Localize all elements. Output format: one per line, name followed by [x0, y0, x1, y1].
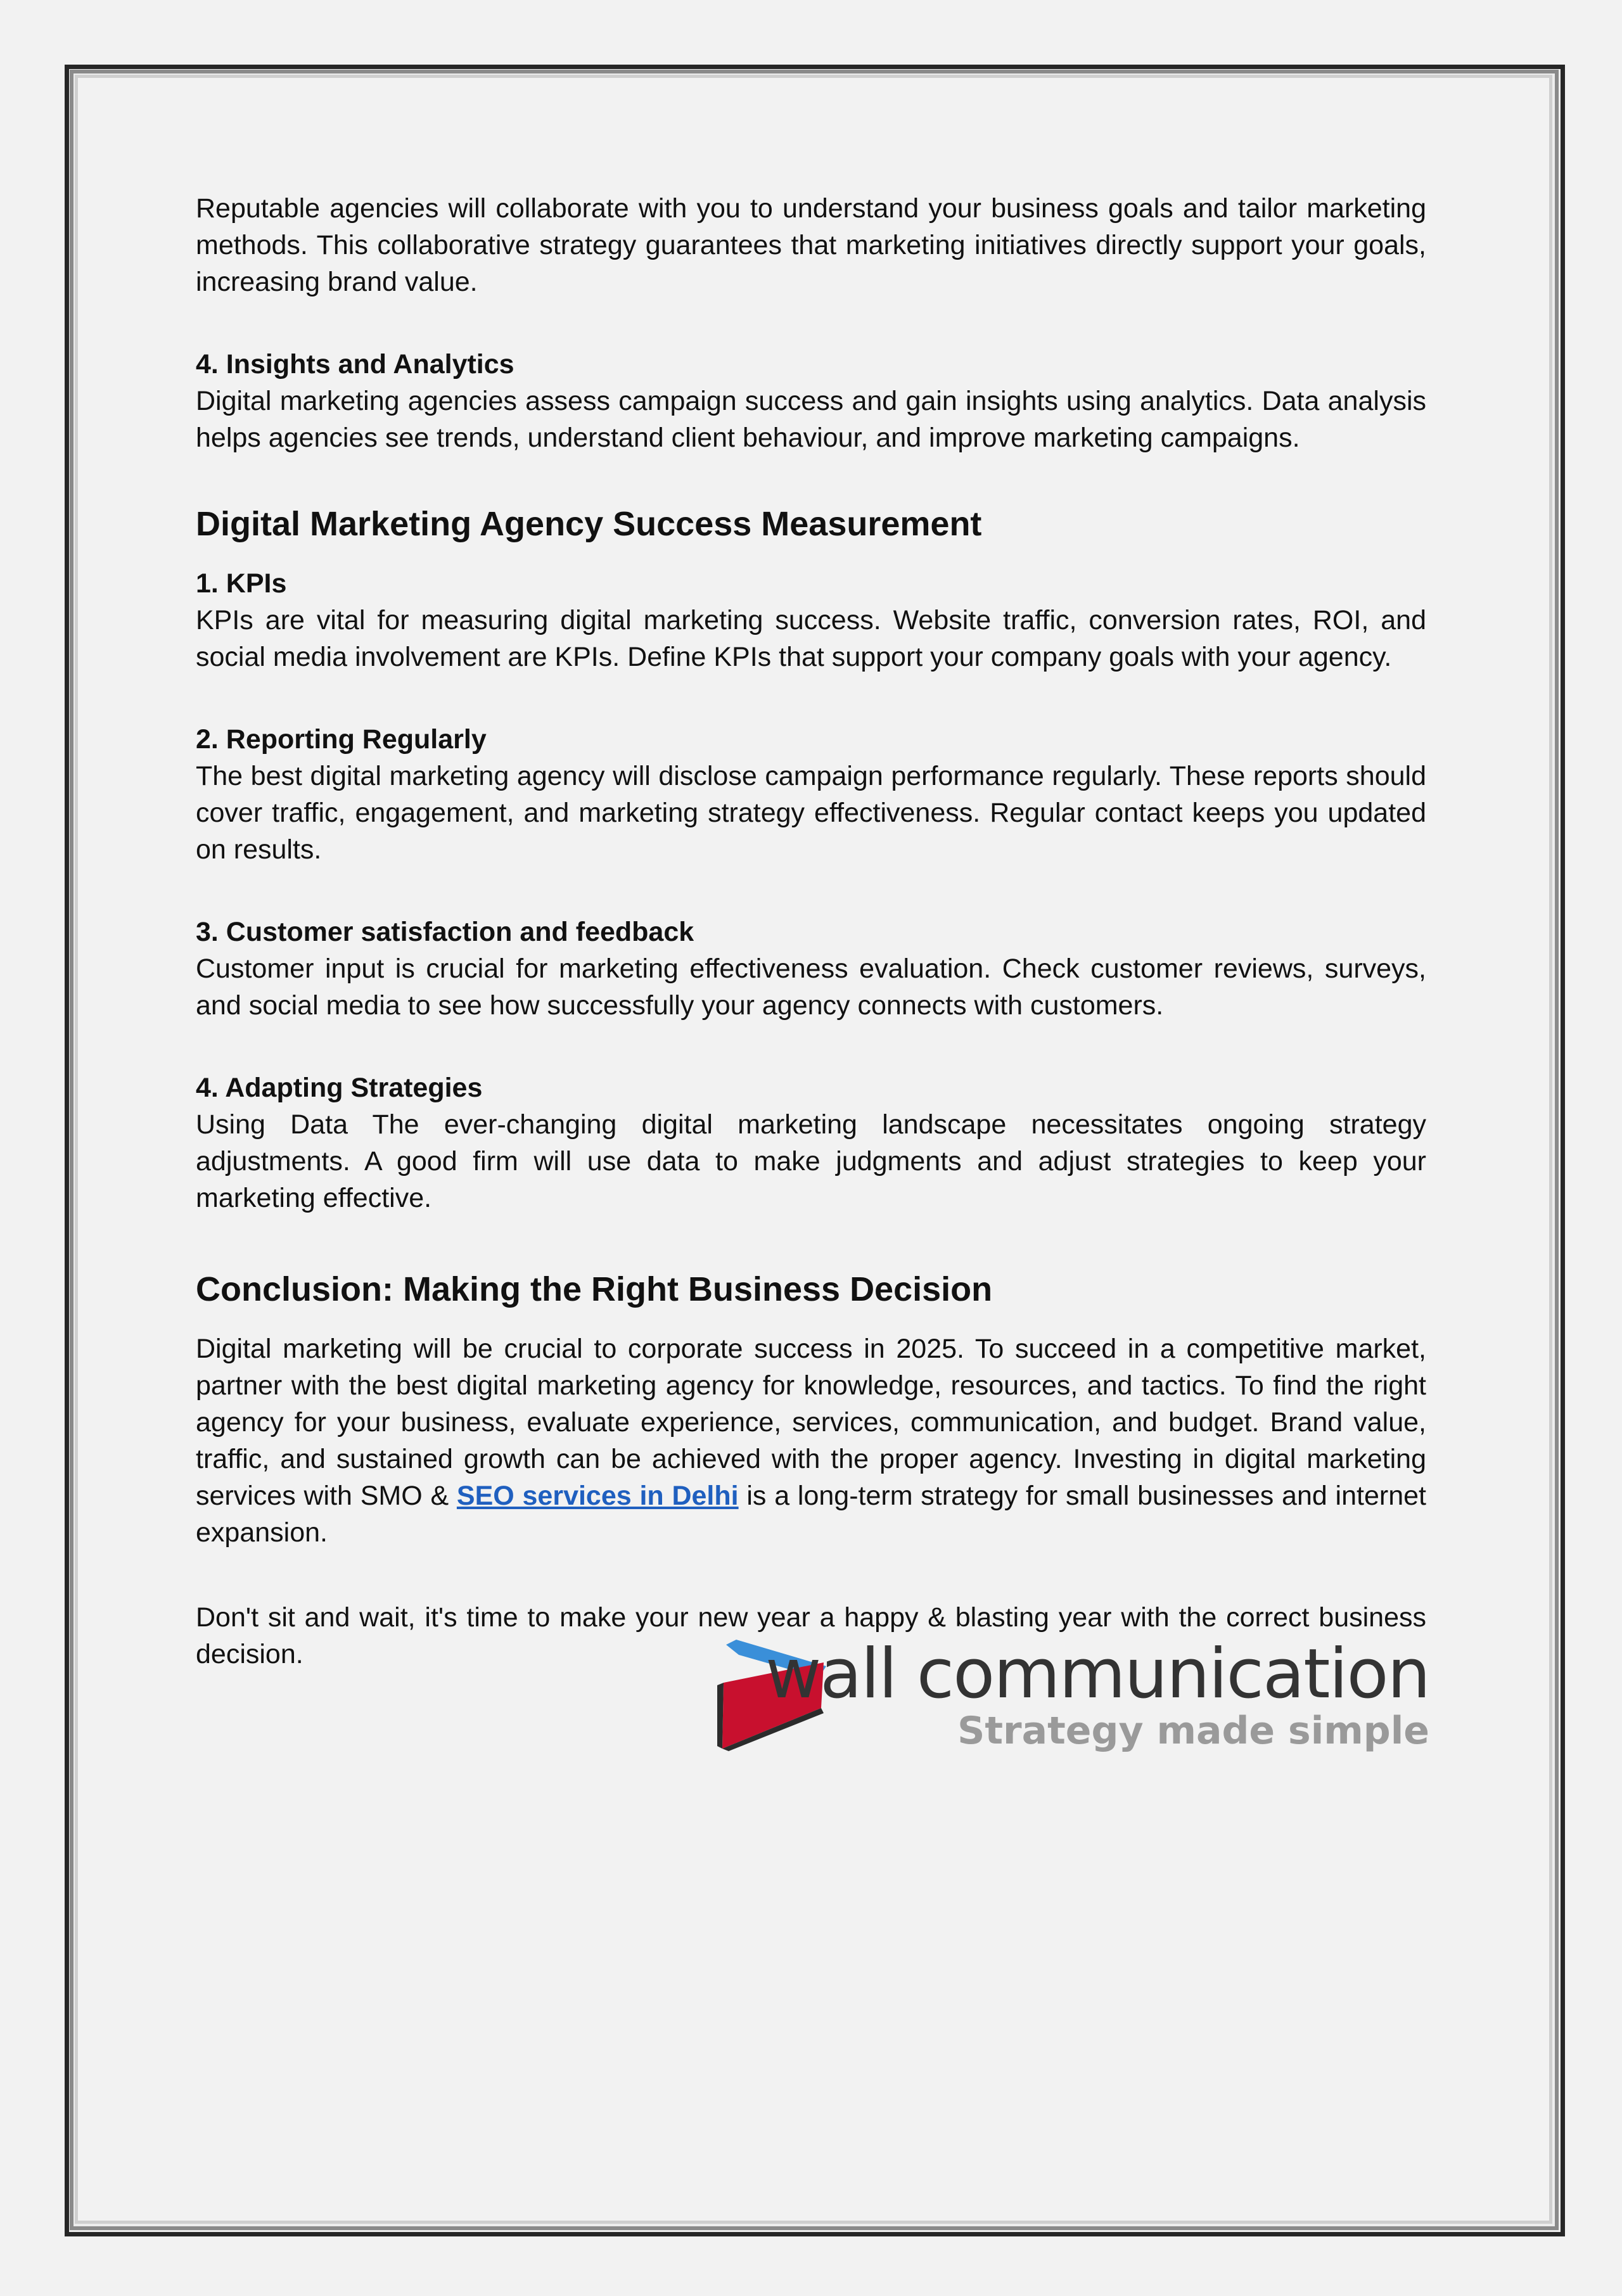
kpis-body: KPIs are vital for measuring digital marketing success. Website traffic, conversion rates, ROI, and social media involvement are KPIs. Define KPIs that support your company goals with your agency.: [196, 605, 1426, 672]
insights-title: 4. Insights and Analytics: [196, 349, 514, 379]
feedback-title: 3. Customer satisfaction and feedback: [196, 917, 694, 947]
conclusion-paragraph: [196, 1330, 1426, 1551]
adapting-title: 4. Adapting Strategies: [196, 1073, 483, 1103]
adapting-section: [196, 1069, 1426, 1216]
insights-section: [196, 346, 1426, 456]
reporting-body: The best digital marketing agency will disclose campaign performance regularly. These reports should cover traffic, engagement, and marketing strategy effectiveness. Regular contact keeps you updated on results.: [196, 761, 1426, 865]
reporting-title: 2. Reporting Regularly: [196, 724, 487, 755]
kpis-title: 1. KPIs: [196, 568, 287, 599]
conclusion-text-after-link: is a long-term strategy for small businesses and internet expansion.: [196, 1481, 1426, 1548]
document-body: [196, 190, 1426, 1673]
adapting-body: Using Data The ever-changing digital marketing landscape necessitates ongoing strategy adjustments. A good firm will use data to make judgments and adjust strategies to keep your marketing effective.: [196, 1109, 1426, 1213]
insights-body: Digital marketing agencies assess campaign success and gain insights using analytics. Data analysis helps agencies see trends, understand client behaviour, and improve marketing campaigns.: [196, 386, 1426, 453]
seo-services-delhi-link[interactable]: SEO services in Delhi: [456, 1481, 739, 1511]
logo-tagline: Strategy made simple: [957, 1709, 1429, 1753]
closing-paragraph: Don't sit and wait, it's time to make your new year a happy & blasting year with the correct business decision.: [196, 1602, 1426, 1669]
reporting-section: [196, 721, 1426, 868]
conclusion-text-before-link: Digital marketing will be crucial to corporate success in 2025. To succeed in a competitive market, partner with the best digital marketing agency for knowledge, resources, and tactics. To find the right agency for your business, evaluate experience, services, communication, and budget. Brand value, traffic, and sustained growth can be achieved with the proper agency. Investing in digital marketing services with SMO &: [196, 1334, 1426, 1511]
logo-company-name: wall communication: [765, 1635, 1429, 1714]
wall-communication-logo: [717, 1637, 1429, 1761]
feedback-section: [196, 914, 1426, 1024]
intro-paragraph: Reputable agencies will collaborate with you to understand your business goals and tailor marketing methods. This collaborative strategy guarantees that marketing initiatives directly support your goals, increasing brand value.: [196, 193, 1426, 297]
kpis-section: [196, 565, 1426, 675]
feedback-body: Customer input is crucial for marketing effectiveness evaluation. Check customer reviews, surveys, and social media to see how successfully your agency connects with customers.: [196, 953, 1426, 1021]
measurement-heading: Digital Marketing Agency Success Measurement: [196, 505, 982, 543]
conclusion-heading: Conclusion: Making the Right Business Decision: [196, 1270, 993, 1308]
